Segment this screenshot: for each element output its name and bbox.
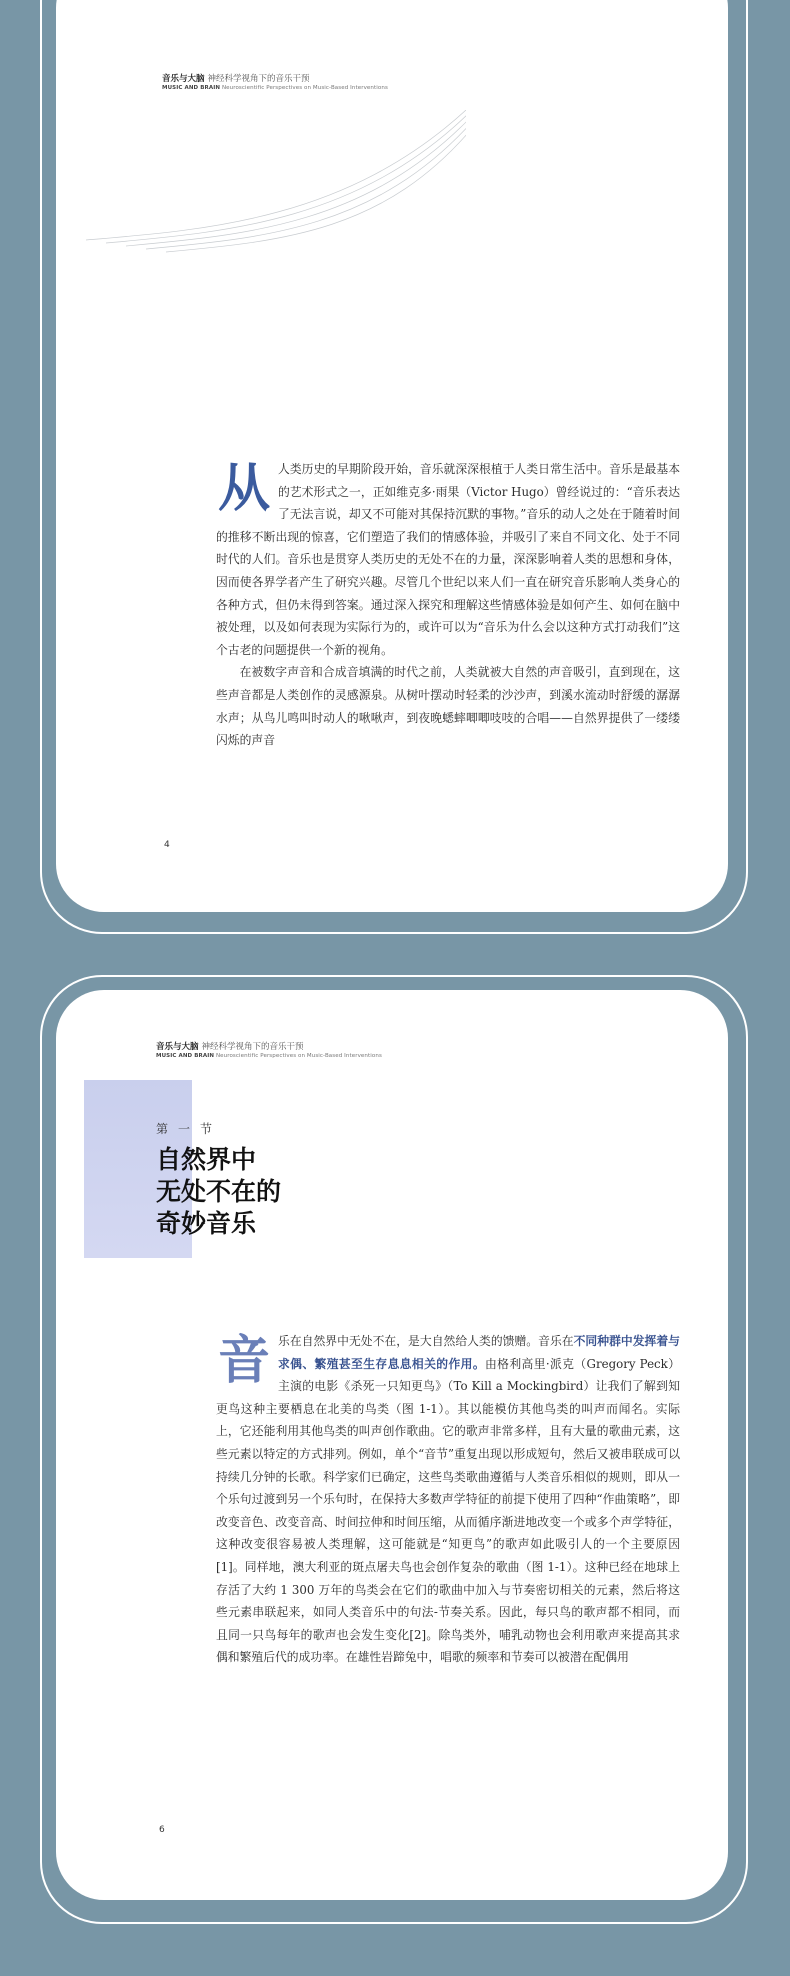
body-text (216, 1330, 680, 1669)
running-header (162, 72, 388, 91)
book-subtitle-en: Neuroscientific Perspectives on Music-Based Interventions (221, 85, 388, 91)
drop-cap: 音 (217, 1331, 270, 1391)
section-title-line: 自然界中 (156, 1145, 257, 1174)
book-subtitle-cn: 神经科学视角下的音乐干预 (207, 74, 310, 84)
page-number: 6 (159, 1825, 165, 1835)
drop-cap: 从 (217, 459, 270, 519)
book-title-en: MUSIC AND BRAIN (162, 85, 221, 91)
lead-text: 乐在自然界中无处不在，是大自然给人类的馈赠。音乐在 (278, 1334, 574, 1348)
book-title-cn: 音乐与大脑 (156, 1042, 199, 1052)
book-title-en: MUSIC AND BRAIN (156, 1053, 215, 1059)
book-subtitle-cn: 神经科学视角下的音乐干预 (201, 1042, 304, 1052)
book-subtitle-en: Neuroscientific Perspectives on Music-Based Interventions (215, 1053, 382, 1059)
running-header (156, 1040, 382, 1059)
page-number: 4 (164, 840, 170, 850)
paragraph: 在被数字声音和合成音填满的时代之前，人类就被大自然的声音吸引，直到现在，这些声音都是人类创作的灵感源泉。从树叶摆动时轻柔的沙沙声，到溪水流动时舒缓的潺潺水声；从鸟儿鸣叫时动人的啾啾声，到夜晚蟋蟀唧唧吱吱的合唱——自然界提供了一缕缕闪烁的声音 (216, 665, 680, 748)
section-title (156, 1144, 281, 1240)
section-title-line: 无处不在的 (156, 1177, 282, 1206)
paragraph (216, 1330, 680, 1669)
paragraph: 人类历史的早期阶段开始，音乐就深深根植于人类日常生活中。音乐是最基本的艺术形式之一，正如维克多·雨果（Victor Hugo）曾经说过的：“音乐表达了无法言说，却又不可能对其保持沉默的事物。”音乐的动人之处在于随着时间的推移不断出现的惊喜，它们塑造了我们的情感体验，并吸引了来自不同文化、处于不同时代的人们。音乐也是贯穿人类历史的无处不在的力量，深深影响着人类的思想和身体，因而使各界学者产生了研究兴趣。尽管几个世纪以来人们一直在研究音乐影响人类身心的各种方式，但仍未得到答案。通过深入探究和理解这些情感体验是如何产生、如何在脑中被处理，以及如何表现为实际行为的，或许可以为“音乐为什么会以这种方式打动我们”这个古老的问题提供一个新的视角。 (216, 462, 680, 657)
body-text (216, 458, 680, 752)
section-label: 第一节 (156, 1122, 223, 1136)
section-title-line: 奇妙音乐 (156, 1209, 257, 1238)
decorative-staff-lines (86, 110, 466, 260)
book-page-6 (56, 990, 728, 1900)
book-page-4 (56, 0, 728, 912)
book-title-cn: 音乐与大脑 (162, 74, 205, 84)
highlighted-text: 不同种群中发挥着与求偶、繁殖甚至生存息息相关的作用。 (278, 1334, 680, 1371)
paragraph-text: 由格利高里·派克（Gregory Peck）主演的电影《杀死一只知更鸟》（To Kill a Mockingbird）让我们了解到知更鸟这种主要栖息在北美的鸟类（图 1-1）。其以能模仿其他鸟类的叫声而闻名。实际上，它还能利用其他鸟类的叫声创作歌曲。它的歌声非常多样，且有大量的歌曲元素，这些元素以特定的方式排列。例如，单个“音节”重复出现以形成短句，然后又被串联成可以持续几分钟的长歌。科学家们已确定，这些鸟类歌曲遵循与人类音乐相似的规则，即从一个乐句过渡到另一个乐句时，在保持大多数声学特征的前提下使用了四种“作曲策略”，即改变音色、改变音高、时间拉伸和时间压缩，从而循序渐进地改变一个或多个声学特征，这种改变很容易被人类理解，这可能就是“知更鸟”的歌声如此吸引人的一个主要原因[1]。同样地，澳大利亚的斑点屠夫鸟也会创作复杂的歌曲（图 1-1）。这种已经在地球上存活了大约 1 300 万年的鸟类会在它们的歌曲中加入与节奏密切相关的元素，然后将这些元素串联起来，如同人类音乐中的句法-节奏关系。因此，每只鸟的歌声都不相同，而且同一只鸟每年的歌声也会发生变化[2]。除鸟类外，哺乳动物也会利用歌声来提高其求偶和繁殖后代的成功率。在雄性岩蹄兔中，唱歌的频率和节奏可以被潜在配偶用 (216, 1356, 680, 1665)
